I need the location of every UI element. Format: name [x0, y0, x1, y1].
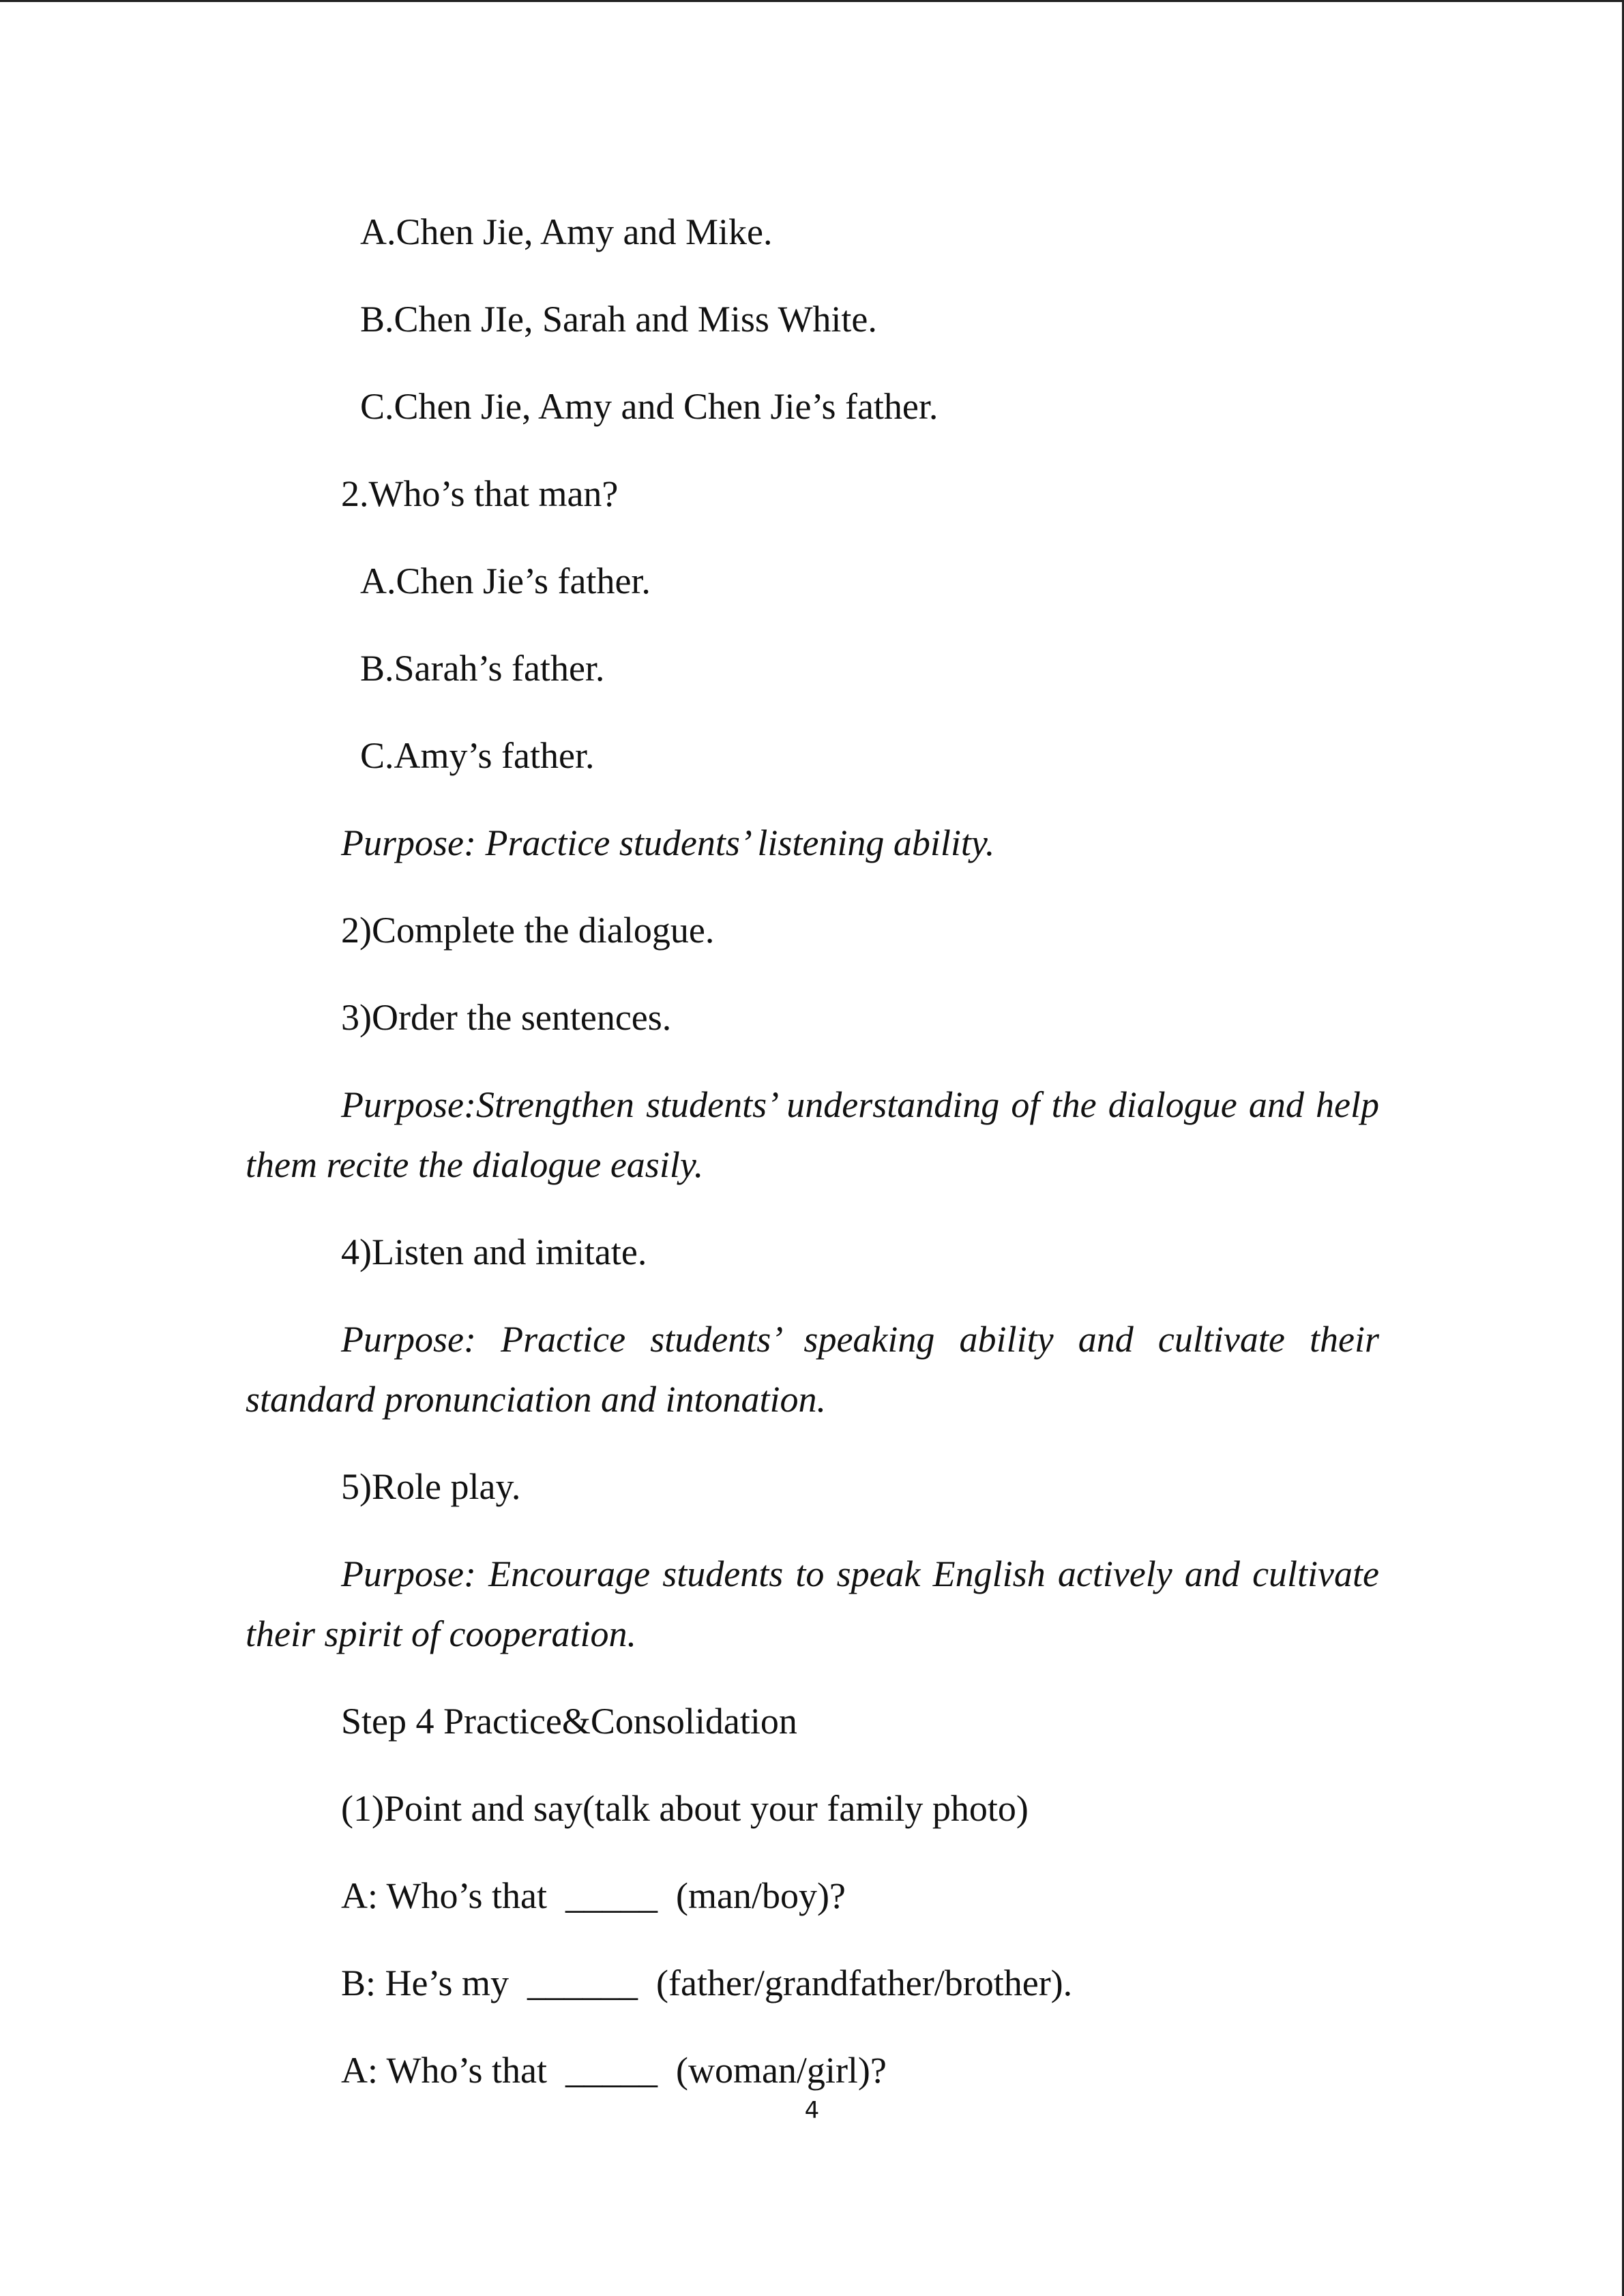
dialogue-line: A: Who’s that _____ (man/boy)? [341, 1875, 846, 1916]
page-number: 4 [804, 2097, 820, 2124]
purpose-paragraph: Purpose: Encourage students to speak English actively and cultivate their spirit of cooperation. [246, 1553, 1379, 1654]
activity-step: 3)Order the sentences. [341, 997, 672, 1038]
purpose-paragraph: Purpose:Strengthen students’ understanding of the dialogue and help them recite the dialogue easily. [246, 1084, 1379, 1185]
purpose-paragraph: Purpose: Practice students’ speaking ability and cultivate their standard pronunciation and intonation. [246, 1319, 1379, 1420]
question: 2.Who’s that man? [341, 473, 619, 514]
section-heading: Step 4 Practice&Consolidation [341, 1701, 797, 1742]
answer-option: A.Chen Jie, Amy and Mike. [360, 211, 773, 252]
top-border [0, 0, 1624, 2]
answer-option: B.Sarah’s father. [360, 648, 605, 689]
activity-step: 2)Complete the dialogue. [341, 910, 715, 951]
answer-option: C.Amy’s father. [360, 735, 595, 776]
page-content [246, 202, 1379, 2128]
activity-step: 5)Role play. [341, 1466, 521, 1507]
activity-step: (1)Point and say(talk about your family photo) [341, 1788, 1029, 1829]
answer-option: B.Chen JIe, Sarah and Miss White. [360, 299, 877, 340]
activity-step: 4)Listen and imitate. [341, 1232, 647, 1272]
purpose-note: Purpose: Practice students’ listening ability. [341, 822, 995, 863]
dialogue-line: A: Who’s that _____ (woman/girl)? [341, 2050, 887, 2091]
dialogue-line: B: He’s my ______ (father/grandfather/brother). [341, 1963, 1073, 2003]
answer-option: A.Chen Jie’s father. [360, 561, 651, 601]
answer-option: C.Chen Jie, Amy and Chen Jie’s father. [360, 386, 939, 427]
